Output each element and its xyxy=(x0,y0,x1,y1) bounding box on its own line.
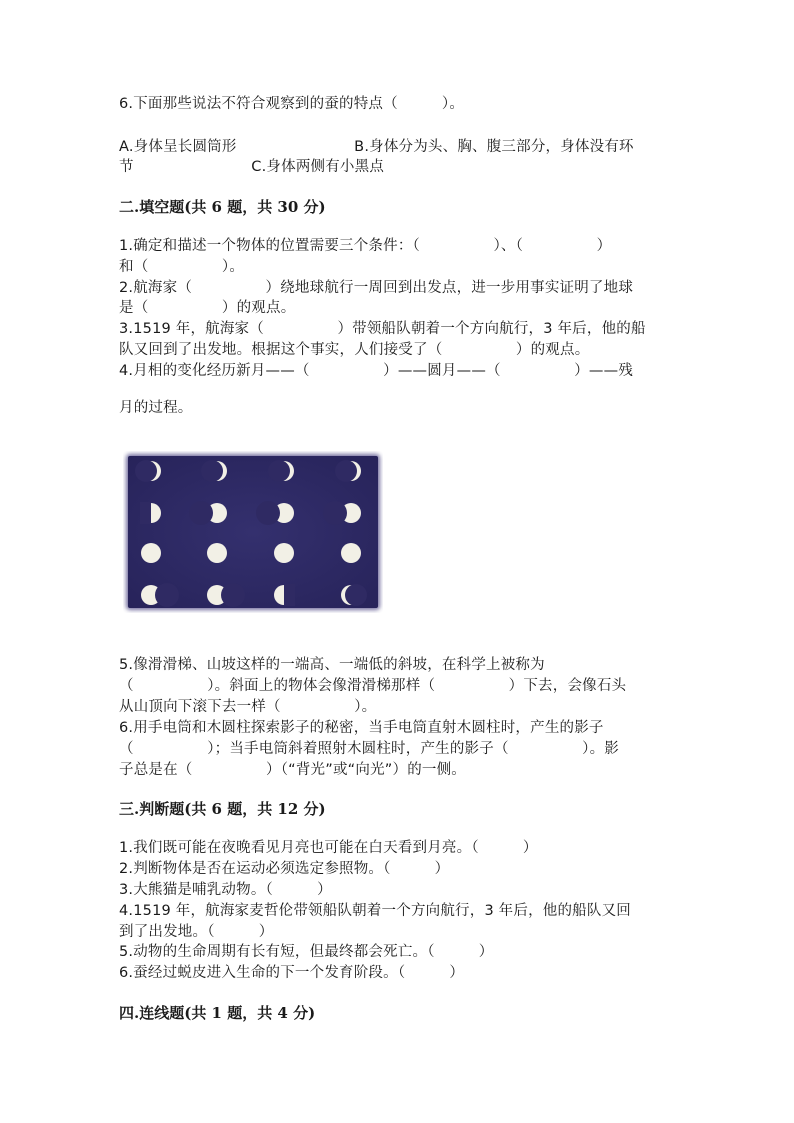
fill-line: 3.1519 年，航海家（ ）带领船队朝着一个方向航行，3 年后，他的船 xyxy=(119,321,646,337)
judge-line: 2.判断物体是否在运动必须选定参照物。（ ） xyxy=(119,861,450,877)
q6-question: 6.下面那些说法不符合观察到的蚕的特点（ ）。 xyxy=(119,96,465,112)
fill-line: （ ）。斜面上的物体会像滑滑梯那样（ ）下去，会像石头 xyxy=(119,678,627,694)
moon-full xyxy=(274,543,294,563)
fill-line: 月的过程。 xyxy=(119,400,193,416)
fill-line: 5.像滑滑梯、山坡这样的一端高、一端低的斜坡，在科学上被称为 xyxy=(119,657,545,673)
q6-options-line2: 节 C.身体两侧有小黑点 xyxy=(119,159,385,175)
moon-waxing-crescent xyxy=(201,460,227,482)
moon-waxing-crescent xyxy=(335,460,361,482)
moon-waxing-gibbous xyxy=(256,501,294,525)
section4-heading: 四.连线题(共 1 题，共 4 分) xyxy=(119,1004,316,1022)
fill-line: 1.确定和描述一个物体的位置需要三个条件：（ ）、（ ） xyxy=(119,238,612,254)
fill-line: 子总是在（ ）（“背光”或“向光”）的一侧。 xyxy=(119,762,466,778)
section3-heading: 三.判断题(共 6 题，共 12 分) xyxy=(119,800,326,818)
judge-line: 6.蚕经过蜕皮进入生命的下一个发育阶段。（ ） xyxy=(119,965,465,981)
fill-line: （ ）；当手电筒斜着照射木圆柱时，产生的影子（ ）。影 xyxy=(119,741,619,757)
moon-full xyxy=(341,543,361,563)
judge-line: 1.我们既可能在夜晚看见月亮也可能在白天看到月亮。（ ） xyxy=(119,840,538,856)
moon-waxing-gibbous xyxy=(323,501,361,525)
judge-line: 4.1519 年，航海家麦哲伦带领船队朝着一个方向航行，3 年后，他的船队又回 xyxy=(119,903,631,919)
fill-line: 从山顶向下滚下去一样（ ）。 xyxy=(119,699,377,715)
fill-line: 是（ ）的观点。 xyxy=(119,300,296,316)
moon-waning-gibbous xyxy=(207,583,245,607)
moon-waning-gibbous xyxy=(141,583,179,607)
q6-options-line1: A.身体呈长圆筒形 B.身体分为头、胸、腹三部分，身体没有环 xyxy=(119,139,634,155)
moon-waxing-gibbous xyxy=(189,501,227,525)
fill-line: 6.用手电筒和木圆柱探索影子的秘密，当手电筒直射木圆柱时，产生的影子 xyxy=(119,720,604,736)
moon-phases-image xyxy=(123,451,383,613)
judge-line: 5.动物的生命周期有长有短，但最终都会死亡。（ ） xyxy=(119,944,494,960)
moon-waxing-crescent xyxy=(268,460,294,482)
fill-line: 4.月相的变化经历新月——（ ）——圆月——（ ）——残 xyxy=(119,363,634,379)
fill-line: 和（ ）。 xyxy=(119,259,245,275)
moon-full xyxy=(141,543,161,563)
moon-full xyxy=(207,543,227,563)
moon-waxing-crescent xyxy=(135,460,161,482)
section2-heading: 二.填空题(共 6 题，共 30 分) xyxy=(119,198,326,216)
fill-line: 2.航海家（ ）绕地球航行一周回到出发点，进一步用事实证明了地球 xyxy=(119,280,634,296)
moon-waning-crescent xyxy=(341,584,367,606)
fill-line: 队又回到了出发地。根据这个事实，人们接受了（ ）的观点。 xyxy=(119,342,590,358)
judge-line: 到了出发地。（ ） xyxy=(119,924,274,940)
judge-line: 3.大熊猫是哺乳动物。（ ） xyxy=(119,882,332,898)
moon-phases-grid xyxy=(123,451,383,613)
